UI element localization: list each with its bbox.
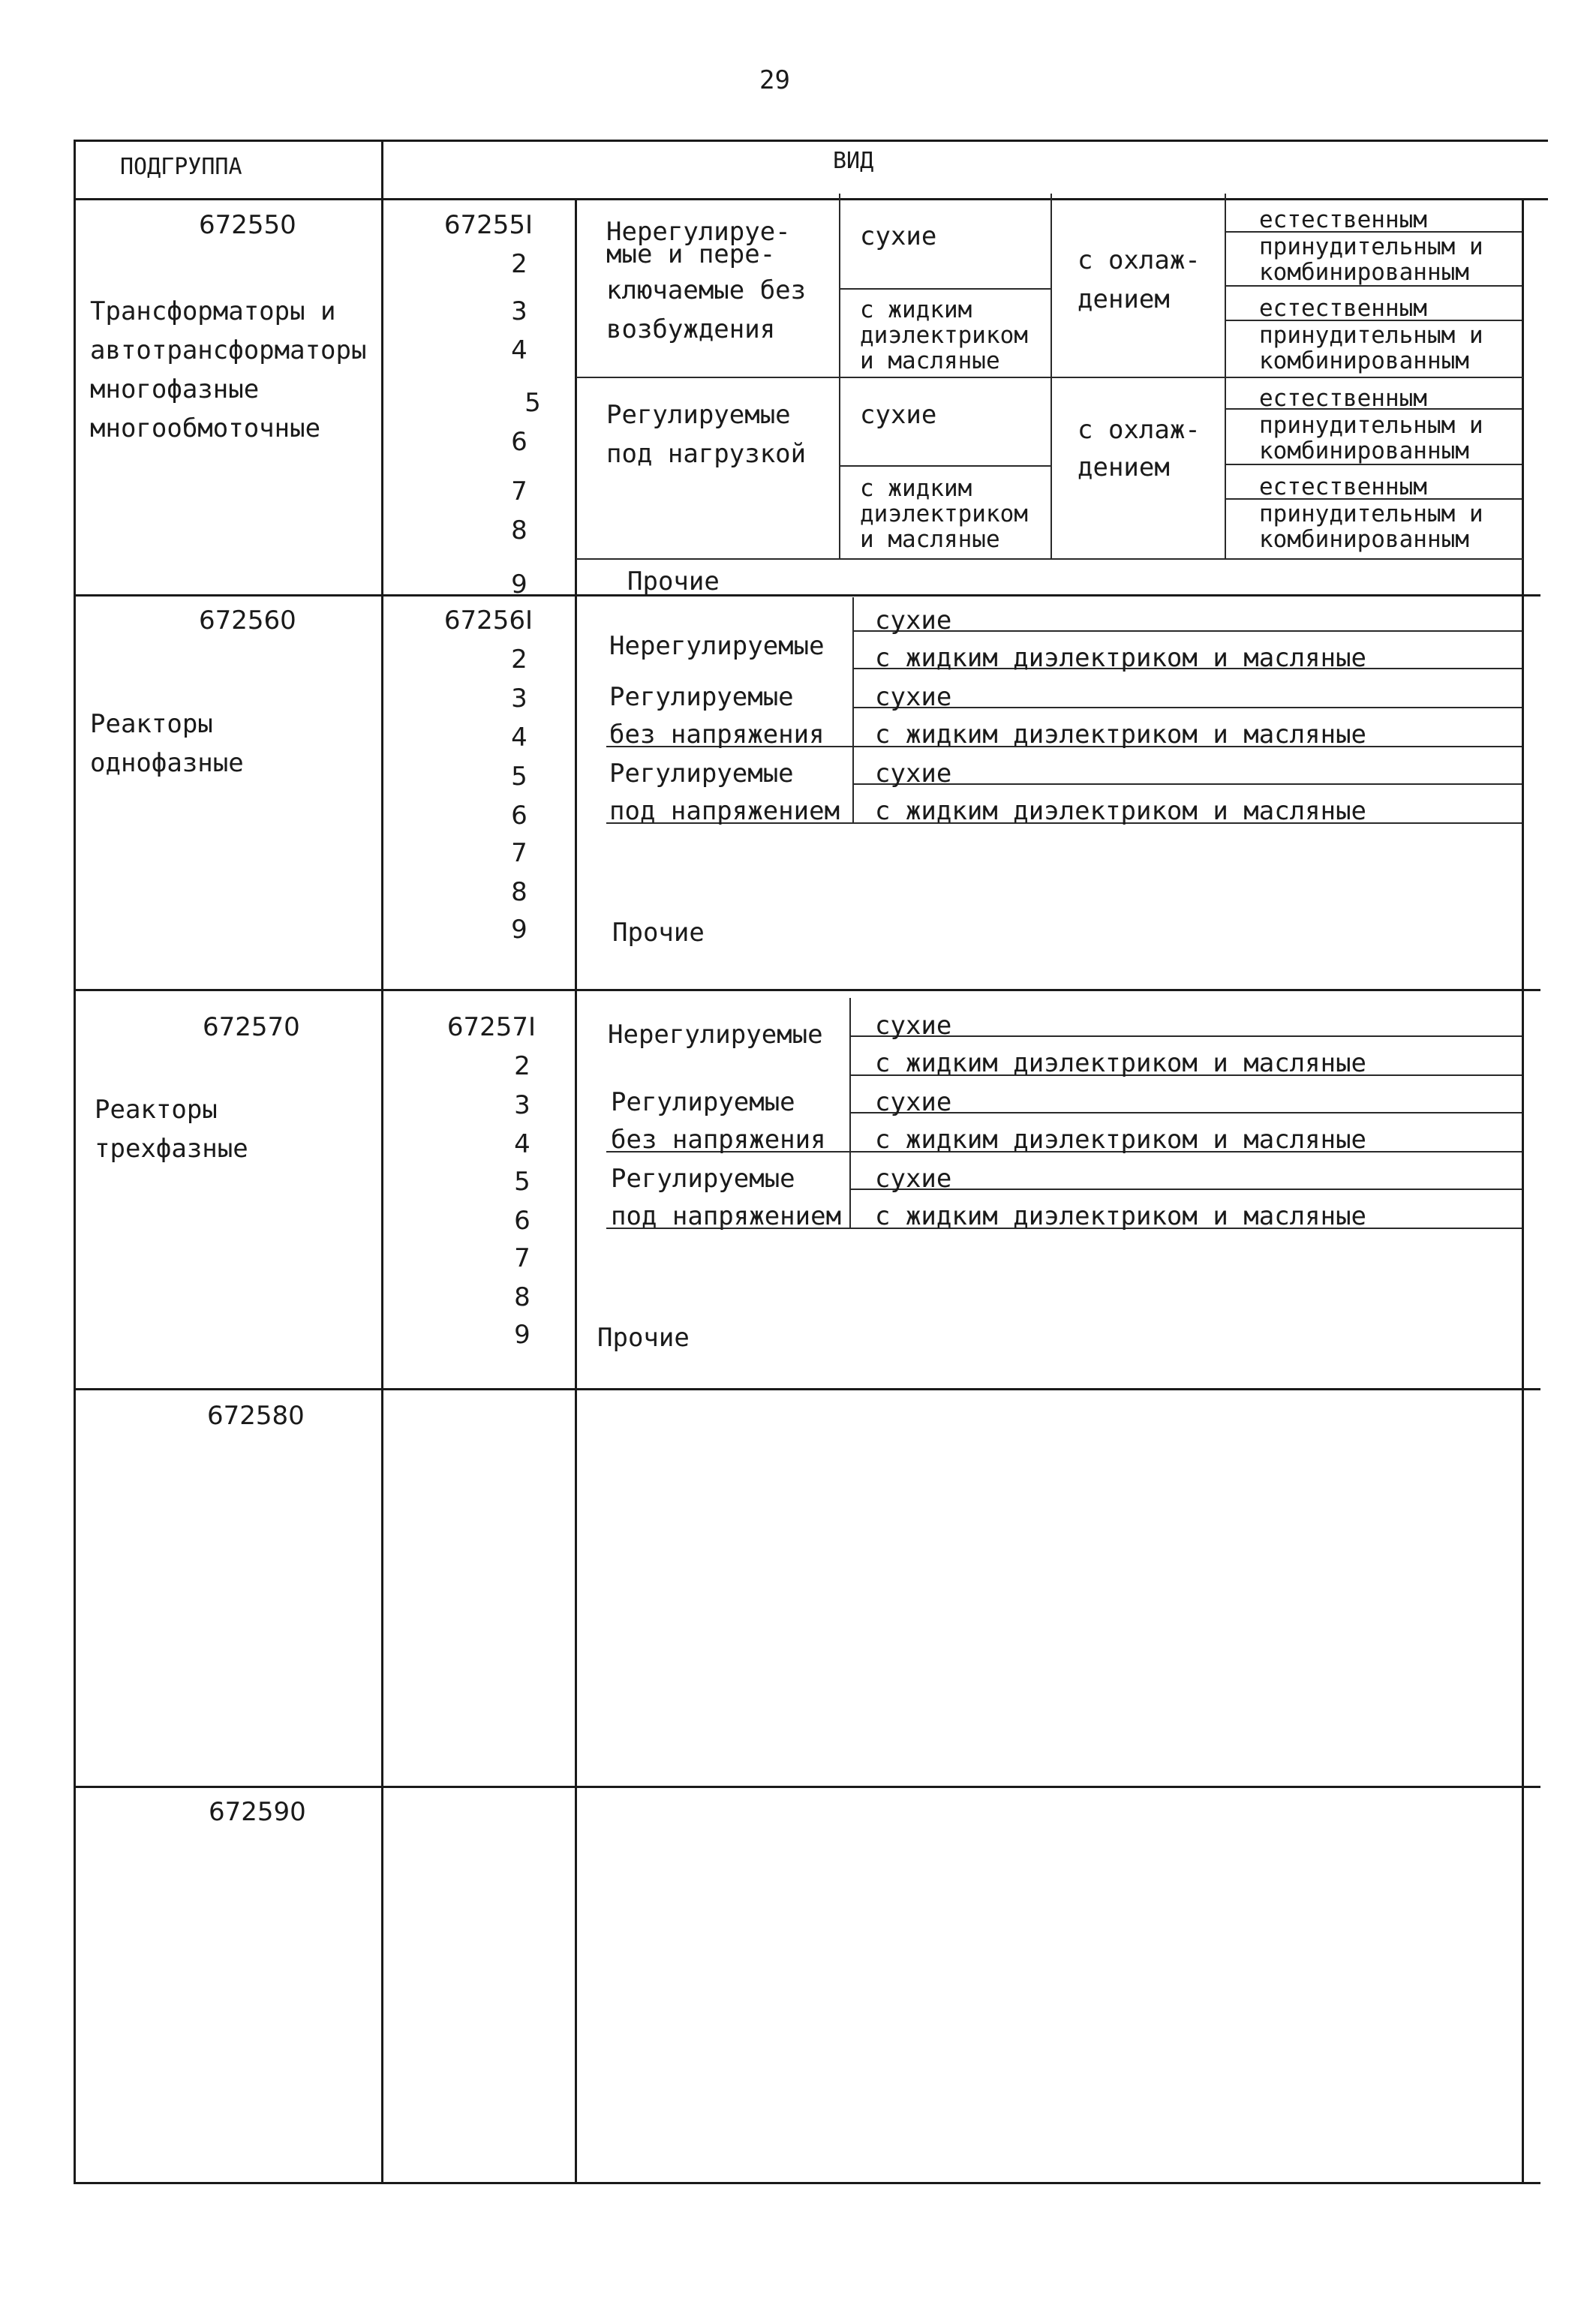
kind-label-line: под напряжением [611,1201,842,1231]
subgroup-name-line: однофазные [90,748,244,778]
table-right-border [1522,198,1524,2182]
kind-code: 6 [511,427,527,457]
cooling-forced-line: принудительным и [1259,500,1483,527]
cell-liquid: с жидким диэлектриком и масляные [875,643,1367,673]
cell-cooling-line: с охлаж- [1078,245,1201,275]
subgroup-name-line: многообмоточные [90,413,321,443]
cooling-forced-line: комбинированным [1259,437,1469,464]
subgroup-name-line: трехфазные [95,1134,248,1164]
cell-divider [1225,194,1226,558]
kind-label-line: под напряжением [609,796,840,826]
kind-code: 4 [514,1129,530,1159]
column-divider [575,198,577,2182]
kind-label-line: Нерегулируемые [609,631,825,661]
subgroup-name-line: автотрансформаторы [90,335,367,365]
kind-code: 5 [514,1167,530,1197]
subgroup-code: 672560 [199,606,296,636]
cell-dry: сухие [875,682,952,712]
cell-divider [1050,194,1052,558]
cooling-forced-line: принудительным и [1259,322,1483,349]
header-bottom-border [74,198,1548,200]
cell-divider [839,465,1050,467]
cell-divider [576,377,1523,378]
kind-code: 67256I [443,606,533,636]
page-number: 29 [759,65,790,95]
kind-label-line: без напряжения [609,720,825,750]
kind-code: 4 [511,723,527,753]
kind-code: 5 [511,762,527,792]
cooling-forced-line: комбинированным [1259,259,1469,286]
cell-other: Прочие [627,566,720,597]
kind-code: 7 [511,838,527,868]
kind-label-line: мые и пере- [606,239,776,269]
cell-liquid: с жидким диэлектриком и масляные [875,796,1367,826]
kind-code: 3 [511,296,527,326]
cell-liquid-line: с жидким [860,296,972,323]
cell-dry: сухие [860,221,937,251]
kind-label-line: возбуждения [606,314,776,344]
kind-label-line: без напряжения [611,1125,826,1155]
kind-label-line: Регулируемые [609,682,794,712]
cell-cooling-line: дением [1078,284,1170,314]
kind-label-line: под нагрузкой [606,439,807,469]
column-divider [381,140,383,2182]
cell-dry: сухие [875,1087,952,1117]
cell-liquid: с жидким диэлектриком и масляные [875,1048,1367,1078]
subgroup-code: 672590 [209,1797,306,1827]
table-top-border [74,140,1548,142]
subgroup-code: 672550 [199,210,296,240]
cell-divider [839,194,840,558]
cell-dry: сухие [875,1011,952,1041]
subgroup-code: 672570 [203,1012,300,1042]
kind-label-line: Нерегулируемые [608,1020,823,1050]
kind-code: 9 [511,915,527,945]
cell-liquid: с жидким диэлектриком и масляные [875,1125,1367,1155]
kind-label-line: Регулируемые [611,1164,795,1194]
cooling-natural: естественным [1259,473,1427,500]
kind-code: 8 [514,1282,530,1312]
kind-code: 9 [514,1320,530,1350]
cooling-forced-line: принудительным и [1259,412,1483,439]
cell-dry: сухие [875,1164,952,1194]
kind-code: 7 [511,476,527,506]
cell-divider [849,998,851,1229]
cooling-natural: естественным [1259,295,1427,322]
kind-label-line: Регулируемые [611,1087,795,1117]
cell-divider [839,288,1050,290]
section-divider [74,989,1540,991]
table-left-border [74,140,76,2182]
kind-code: 2 [511,249,527,279]
kind-code: 3 [514,1090,530,1120]
kind-label-line: ключаемые без [606,275,807,305]
kind-code: 67257I [446,1012,536,1042]
subgroup-name-line: Трансформаторы и [90,296,336,326]
kind-code: 6 [511,801,527,831]
cooling-natural: естественным [1259,206,1427,233]
kind-code: 2 [511,645,527,675]
kind-code: 2 [514,1051,530,1081]
cell-dry: сухие [875,759,952,789]
cooling-forced-line: принудительным и [1259,233,1483,260]
cell-divider [576,558,1523,560]
subgroup-name-line: Реакторы [95,1095,218,1125]
kind-code: 7 [514,1243,530,1273]
kind-code: 3 [511,684,527,714]
kind-code: 8 [511,877,527,907]
cooling-natural: естественным [1259,385,1427,412]
cell-liquid: с жидким диэлектриком и масляные [875,720,1367,750]
section-divider [74,1786,1540,1788]
section-divider [74,594,1540,597]
cell-liquid-line: и масляные [860,526,1000,553]
kind-code: 9 [511,569,527,600]
subgroup-code: 672580 [207,1401,305,1431]
kind-code: 5 [524,388,541,418]
cooling-forced-line: комбинированным [1259,347,1469,374]
cell-divider [852,707,1522,708]
cooling-forced-line: комбинированным [1259,526,1469,553]
kind-label-line: Нерегулируе- [606,217,791,247]
cell-liquid: с жидким диэлектриком и масляные [875,1201,1367,1231]
subgroup-name-line: многофазные [90,374,260,404]
cell-other: Прочие [597,1323,690,1353]
cell-dry: сухие [860,400,937,430]
section-divider [74,1388,1540,1390]
kind-code: 8 [511,515,527,545]
cell-liquid-line: с жидким [860,475,972,502]
subgroup-name-line: Реакторы [90,709,213,739]
cell-other: Прочие [612,918,705,948]
cell-liquid-line: диэлектриком [860,500,1028,527]
header-subgroup: ПОДГРУППА [120,154,242,180]
cell-liquid-line: диэлектриком [860,322,1028,349]
cell-cooling-line: дением [1078,452,1170,482]
header-kind: ВИД [833,148,874,174]
cell-dry: сухие [875,606,952,636]
cell-divider [852,783,1522,785]
cell-liquid-line: и масляные [860,347,1000,374]
kind-code: 4 [511,335,527,365]
kind-code: 6 [514,1206,530,1236]
kind-code: 67255I [443,210,533,240]
kind-label-line: Регулируемые [609,759,794,789]
cell-cooling-line: с охлаж- [1078,415,1201,445]
table-bottom-border [74,2182,1540,2184]
cell-divider [852,630,1522,632]
kind-label-line: Регулируемые [606,400,791,430]
